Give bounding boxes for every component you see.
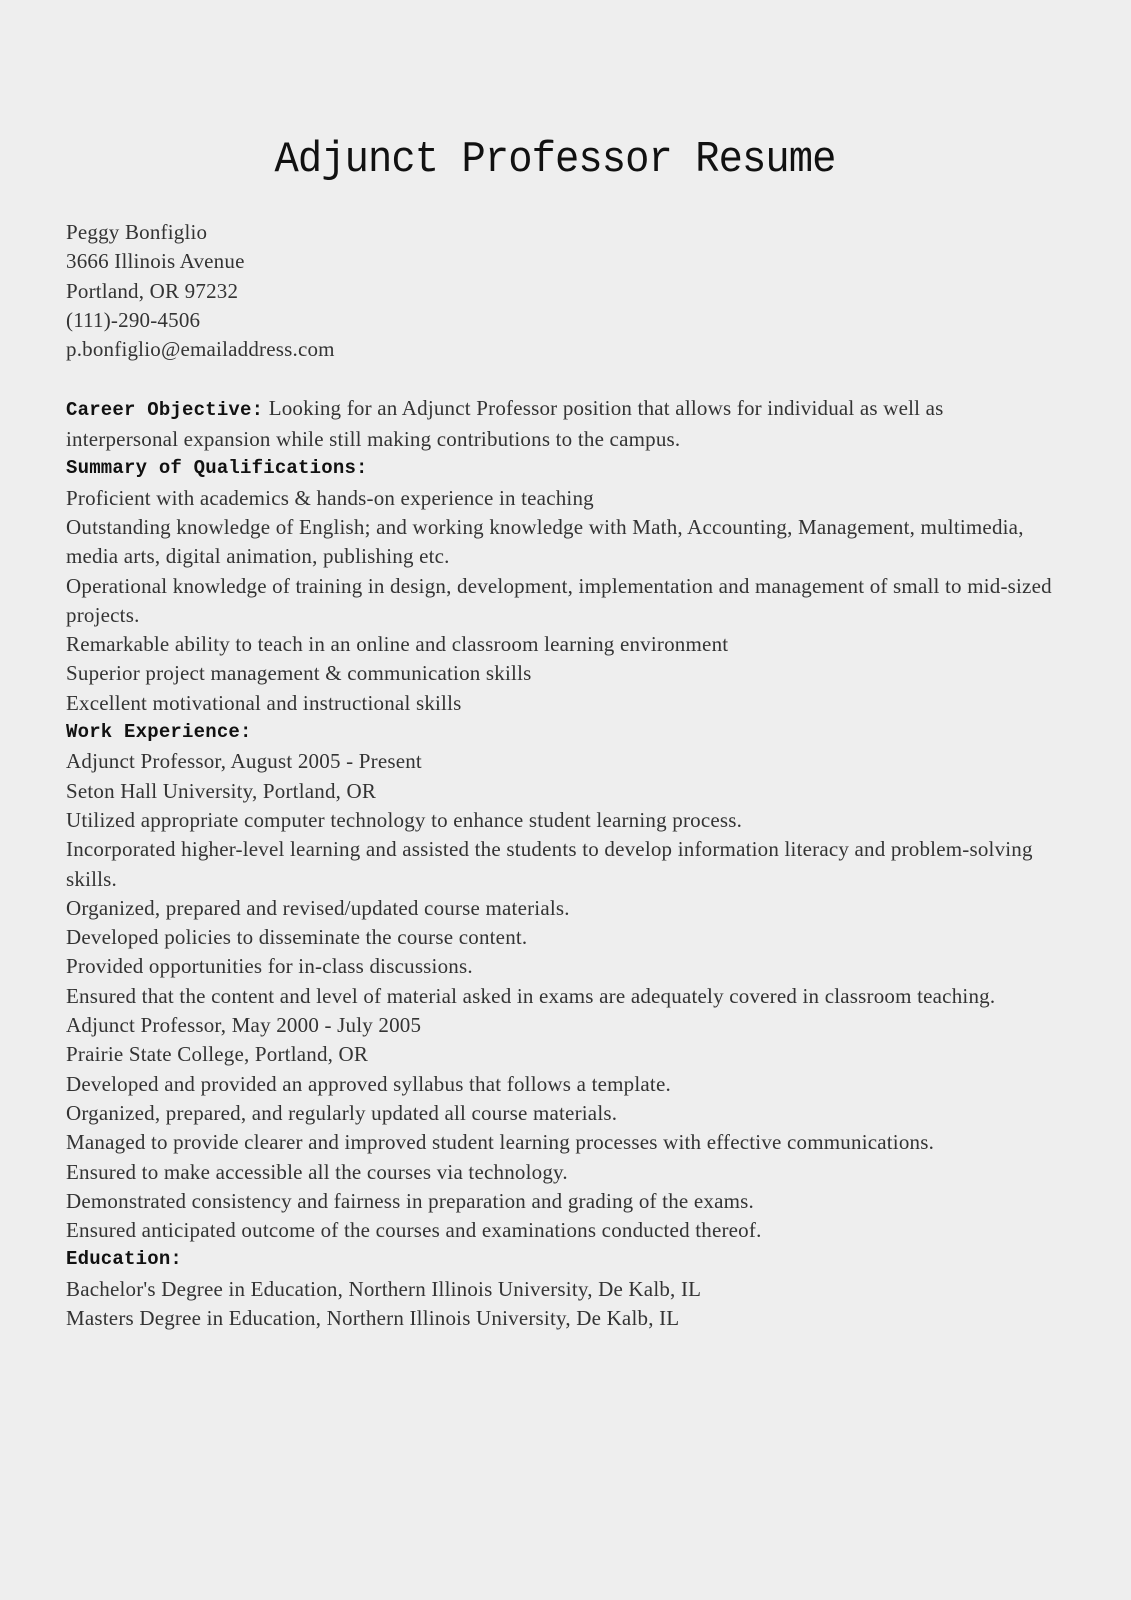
- contact-address: 3666 Illinois Avenue: [66, 249, 245, 274]
- spacer: [66, 364, 1056, 393]
- summary-heading: Summary of Qualifications:: [66, 457, 368, 480]
- contact-email: p.bonfiglio@emailaddress.com: [66, 337, 335, 362]
- job-duty: Developed policies to disseminate the course content.: [66, 925, 528, 950]
- education-section: [66, 1245, 1056, 1333]
- job-entry: [66, 747, 1056, 1011]
- job-duty: Ensured to make accessible all the courses via technology.: [66, 1159, 568, 1184]
- work-experience-section: [66, 718, 1056, 1245]
- job-duty: Ensured anticipated outcome of the courses and examinations conducted thereof.: [66, 1218, 762, 1243]
- job-entry: [66, 1011, 1056, 1245]
- contact-block: [66, 218, 1056, 364]
- job-title-dates: Adjunct Professor, August 2005 - Present: [66, 749, 422, 774]
- job-duty: Provided opportunities for in-class discussions.: [66, 954, 473, 979]
- summary-item: Superior project management & communication skills: [66, 661, 532, 686]
- summary-item: Outstanding knowledge of English; and working knowledge with Math, Accounting, Management, multimedia, media arts, digital animation, publishing etc.: [66, 514, 1024, 569]
- summary-item: Excellent motivational and instructional skills: [66, 690, 462, 715]
- job-duty: Managed to provide clearer and improved student learning processes with effective communications.: [66, 1130, 935, 1155]
- contact-city-state-zip: Portland, OR 97232: [66, 278, 239, 303]
- page-title: Adjunct Professor Resume: [274, 135, 836, 185]
- summary-item: Operational knowledge of training in design, development, implementation and management of small to mid-sized projects.: [66, 573, 1052, 627]
- job-duty: Developed and provided an approved syllabus that follows a template.: [66, 1071, 671, 1096]
- job-duty: Demonstrated consistency and fairness in preparation and grading of the exams.: [66, 1188, 754, 1213]
- summary-item: Remarkable ability to teach in an online and classroom learning environment: [66, 632, 729, 657]
- summary-section: [66, 454, 1056, 718]
- job-duty: Organized, prepared, and regularly updated all course materials.: [66, 1100, 618, 1125]
- job-duty: Ensured that the content and level of material asked in exams are adequately covered in classroom teaching.: [66, 983, 996, 1008]
- job-duty: Organized, prepared and revised/updated course materials.: [66, 895, 570, 920]
- summary-item: Proficient with academics & hands-on experience in teaching: [66, 485, 594, 510]
- job-employer: Prairie State College, Portland, OR: [66, 1042, 369, 1067]
- education-item: Masters Degree in Education, Northern Illinois University, De Kalb, IL: [66, 1305, 680, 1330]
- education-item: Bachelor's Degree in Education, Northern Illinois University, De Kalb, IL: [66, 1276, 702, 1301]
- career-objective: [66, 394, 1056, 455]
- career-objective-heading: Career Objective:: [66, 398, 264, 421]
- job-duty: Utilized appropriate computer technology to enhance student learning process.: [66, 807, 743, 832]
- education-heading: Education:: [66, 1248, 183, 1271]
- contact-name: Peggy Bonfiglio: [66, 220, 208, 244]
- work-experience-heading: Work Experience:: [66, 721, 252, 744]
- resume-body: [66, 218, 1056, 1333]
- job-duty: Incorporated higher-level learning and assisted the students to develop information literacy and problem-solving skills.: [66, 837, 1033, 891]
- contact-phone: (111)-290-4506: [66, 307, 201, 332]
- career-objective-text: Looking for an Adjunct Professor position that allows for individual as well as interpersonal expansion while still making contributions to the campus.: [66, 395, 944, 452]
- job-title-dates: Adjunct Professor, May 2000 - July 2005: [66, 1013, 422, 1038]
- job-employer: Seton Hall University, Portland, OR: [66, 778, 377, 803]
